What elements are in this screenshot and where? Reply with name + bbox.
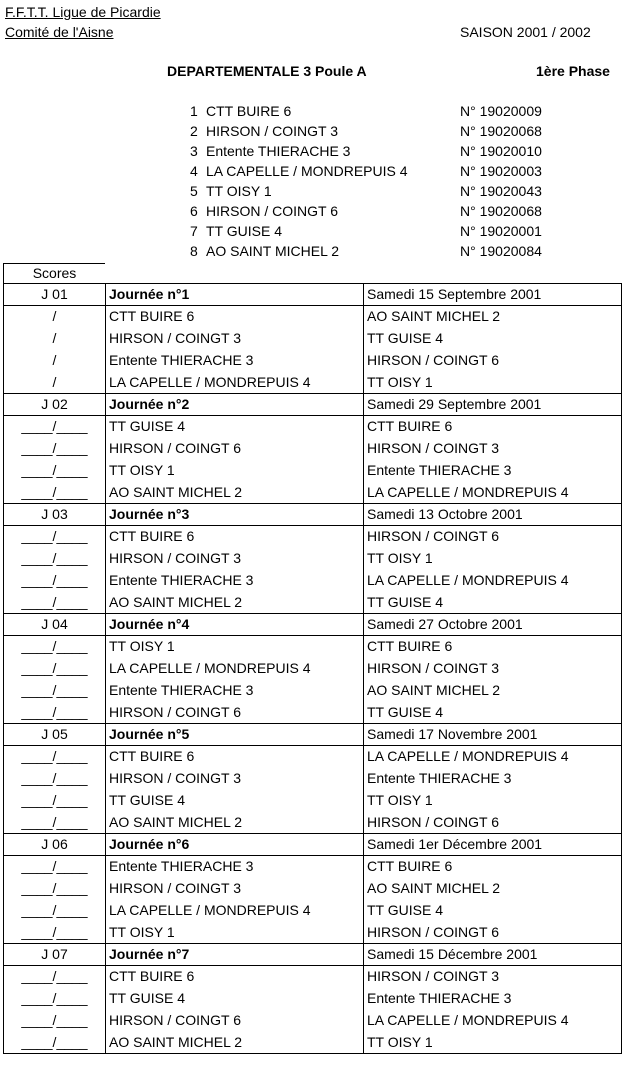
team-registration: N° 19020003 [460, 163, 542, 179]
match-row [4, 856, 622, 878]
away-team: TT OISY 1 [364, 548, 622, 570]
home-team: HIRSON / COINGT 6 [106, 438, 364, 460]
match-row [4, 306, 622, 328]
team-name: TT GUISE 4 [206, 223, 282, 239]
journee-header-row [4, 504, 622, 526]
match-score: ____/____ [4, 570, 106, 592]
match-score: ____/____ [4, 1032, 106, 1054]
journee-header-row [4, 944, 622, 966]
home-team: Entente THIERACHE 3 [106, 350, 364, 372]
home-team: AO SAINT MICHEL 2 [106, 1032, 364, 1054]
match-score: ____/____ [4, 746, 106, 768]
match-row [4, 988, 622, 1010]
away-team: HIRSON / COINGT 6 [364, 922, 622, 944]
team-number: 5 [190, 183, 198, 199]
match-row [4, 812, 622, 834]
team-registration: N° 19020068 [460, 203, 542, 219]
journee-date: Samedi 27 Octobre 2001 [364, 614, 622, 636]
team-registration: N° 19020001 [460, 223, 542, 239]
home-team: TT GUISE 4 [106, 988, 364, 1010]
match-score: ____/____ [4, 900, 106, 922]
home-team: HIRSON / COINGT 6 [106, 702, 364, 724]
team-registration: N° 19020010 [460, 143, 542, 159]
journee-header-row [4, 614, 622, 636]
home-team: HIRSON / COINGT 3 [106, 548, 364, 570]
away-team: HIRSON / COINGT 6 [364, 812, 622, 834]
match-row [4, 460, 622, 482]
match-row [4, 526, 622, 548]
match-score: ____/____ [4, 636, 106, 658]
match-score: ____/____ [4, 438, 106, 460]
home-team: HIRSON / COINGT 3 [106, 328, 364, 350]
away-team: TT OISY 1 [364, 372, 622, 394]
match-row [4, 966, 622, 988]
team-number: 3 [190, 143, 198, 159]
org-name: F.F.T.T. Ligue de Picardie [5, 4, 161, 20]
home-team: AO SAINT MICHEL 2 [106, 482, 364, 504]
match-row [4, 372, 622, 394]
match-row [4, 658, 622, 680]
journee-title: Journée n°1 [106, 284, 364, 306]
match-row [4, 900, 622, 922]
team-name: LA CAPELLE / MONDREPUIS 4 [206, 163, 408, 179]
match-score: / [4, 306, 106, 328]
journee-code: J 04 [4, 614, 106, 636]
match-row [4, 702, 622, 724]
journee-code: J 05 [4, 724, 106, 746]
match-score: ____/____ [4, 592, 106, 614]
home-team: TT OISY 1 [106, 460, 364, 482]
away-team: Entente THIERACHE 3 [364, 988, 622, 1010]
match-row [4, 350, 622, 372]
journee-code: J 07 [4, 944, 106, 966]
home-team: HIRSON / COINGT 3 [106, 768, 364, 790]
home-team: CTT BUIRE 6 [106, 306, 364, 328]
journee-title: Journée n°5 [106, 724, 364, 746]
home-team: AO SAINT MICHEL 2 [106, 592, 364, 614]
team-name: Entente THIERACHE 3 [206, 143, 351, 159]
team-number: 1 [190, 103, 198, 119]
journee-code: J 02 [4, 394, 106, 416]
team-row [190, 241, 590, 261]
match-score: ____/____ [4, 658, 106, 680]
journee-code: J 03 [4, 504, 106, 526]
match-row [4, 438, 622, 460]
team-row [190, 221, 590, 241]
away-team: Entente THIERACHE 3 [364, 768, 622, 790]
away-team: CTT BUIRE 6 [364, 856, 622, 878]
team-row [190, 121, 590, 141]
journee-date: Samedi 15 Septembre 2001 [364, 284, 622, 306]
home-team: CTT BUIRE 6 [106, 746, 364, 768]
journee-date: Samedi 1er Décembre 2001 [364, 834, 622, 856]
match-row [4, 548, 622, 570]
home-team: AO SAINT MICHEL 2 [106, 812, 364, 834]
home-team: Entente THIERACHE 3 [106, 856, 364, 878]
match-row [4, 768, 622, 790]
journee-code: J 06 [4, 834, 106, 856]
phase-label: 1ère Phase [536, 63, 610, 79]
team-name: CTT BUIRE 6 [206, 103, 292, 119]
away-team: TT GUISE 4 [364, 328, 622, 350]
journee-title: Journée n°6 [106, 834, 364, 856]
away-team: AO SAINT MICHEL 2 [364, 878, 622, 900]
match-score: ____/____ [4, 988, 106, 1010]
team-number: 8 [190, 243, 198, 259]
match-score: ____/____ [4, 526, 106, 548]
team-list [190, 101, 590, 261]
match-row [4, 570, 622, 592]
home-team: CTT BUIRE 6 [106, 526, 364, 548]
away-team: HIRSON / COINGT 3 [364, 966, 622, 988]
home-team: LA CAPELLE / MONDREPUIS 4 [106, 658, 364, 680]
away-team: TT OISY 1 [364, 1032, 622, 1054]
team-number: 7 [190, 223, 198, 239]
match-score: / [4, 328, 106, 350]
season-label: SAISON 2001 / 2002 [460, 24, 591, 40]
journee-title: Journée n°2 [106, 394, 364, 416]
team-registration: N° 19020009 [460, 103, 542, 119]
away-team: TT GUISE 4 [364, 900, 622, 922]
match-row [4, 746, 622, 768]
home-team: TT GUISE 4 [106, 790, 364, 812]
away-team: AO SAINT MICHEL 2 [364, 680, 622, 702]
match-score: / [4, 372, 106, 394]
away-team: HIRSON / COINGT 3 [364, 658, 622, 680]
away-team: LA CAPELLE / MONDREPUIS 4 [364, 1010, 622, 1032]
match-score: ____/____ [4, 812, 106, 834]
match-score: ____/____ [4, 790, 106, 812]
journee-header-row [4, 394, 622, 416]
match-score: ____/____ [4, 922, 106, 944]
match-score: / [4, 350, 106, 372]
match-row [4, 636, 622, 658]
away-team: LA CAPELLE / MONDREPUIS 4 [364, 570, 622, 592]
team-name: HIRSON / COINGT 3 [206, 123, 338, 139]
home-team: TT OISY 1 [106, 636, 364, 658]
match-row [4, 878, 622, 900]
home-team: CTT BUIRE 6 [106, 966, 364, 988]
team-row [190, 101, 590, 121]
match-row [4, 922, 622, 944]
away-team: Entente THIERACHE 3 [364, 460, 622, 482]
home-team: Entente THIERACHE 3 [106, 680, 364, 702]
journee-date: Samedi 17 Novembre 2001 [364, 724, 622, 746]
journee-code: J 01 [4, 284, 106, 306]
team-number: 6 [190, 203, 198, 219]
match-score: ____/____ [4, 416, 106, 438]
match-row [4, 680, 622, 702]
away-team: LA CAPELLE / MONDREPUIS 4 [364, 746, 622, 768]
journee-header-row [4, 724, 622, 746]
away-team: TT GUISE 4 [364, 592, 622, 614]
away-team: CTT BUIRE 6 [364, 416, 622, 438]
match-score: ____/____ [4, 460, 106, 482]
team-row [190, 201, 590, 221]
team-row [190, 141, 590, 161]
home-team: HIRSON / COINGT 6 [106, 1010, 364, 1032]
team-row [190, 181, 590, 201]
away-team: TT OISY 1 [364, 790, 622, 812]
journee-header-row [4, 834, 622, 856]
team-number: 2 [190, 123, 198, 139]
journee-date: Samedi 29 Septembre 2001 [364, 394, 622, 416]
match-score: ____/____ [4, 856, 106, 878]
team-row [190, 161, 590, 181]
team-number: 4 [190, 163, 198, 179]
match-score: ____/____ [4, 1010, 106, 1032]
match-score: ____/____ [4, 878, 106, 900]
match-score: ____/____ [4, 966, 106, 988]
journee-date: Samedi 13 Octobre 2001 [364, 504, 622, 526]
match-row [4, 482, 622, 504]
journee-date: Samedi 15 Décembre 2001 [364, 944, 622, 966]
away-team: LA CAPELLE / MONDREPUIS 4 [364, 482, 622, 504]
journee-title: Journée n°3 [106, 504, 364, 526]
match-row [4, 328, 622, 350]
team-registration: N° 19020084 [460, 243, 542, 259]
division-title: DEPARTEMENTALE 3 Poule A [167, 63, 367, 79]
match-score: ____/____ [4, 702, 106, 724]
journee-header-row [4, 284, 622, 306]
match-row [4, 790, 622, 812]
match-score: ____/____ [4, 548, 106, 570]
home-team: HIRSON / COINGT 3 [106, 878, 364, 900]
match-row [4, 1032, 622, 1054]
away-team: HIRSON / COINGT 3 [364, 438, 622, 460]
committee-name: Comité de l'Aisne [5, 24, 114, 40]
match-score: ____/____ [4, 680, 106, 702]
journee-title: Journée n°7 [106, 944, 364, 966]
away-team: TT GUISE 4 [364, 702, 622, 724]
match-row [4, 1010, 622, 1032]
home-team: TT OISY 1 [106, 922, 364, 944]
match-row [4, 592, 622, 614]
away-team: HIRSON / COINGT 6 [364, 350, 622, 372]
match-row [4, 416, 622, 438]
home-team: LA CAPELLE / MONDREPUIS 4 [106, 372, 364, 394]
team-name: TT OISY 1 [206, 183, 272, 199]
away-team: AO SAINT MICHEL 2 [364, 306, 622, 328]
away-team: CTT BUIRE 6 [364, 636, 622, 658]
team-registration: N° 19020068 [460, 123, 542, 139]
team-name: AO SAINT MICHEL 2 [206, 243, 340, 259]
team-name: HIRSON / COINGT 6 [206, 203, 338, 219]
schedule-table [3, 283, 622, 1054]
match-score: ____/____ [4, 482, 106, 504]
match-score: ____/____ [4, 768, 106, 790]
team-registration: N° 19020043 [460, 183, 542, 199]
scores-header: Scores [3, 263, 105, 283]
home-team: Entente THIERACHE 3 [106, 570, 364, 592]
home-team: TT GUISE 4 [106, 416, 364, 438]
away-team: HIRSON / COINGT 6 [364, 526, 622, 548]
journee-title: Journée n°4 [106, 614, 364, 636]
home-team: LA CAPELLE / MONDREPUIS 4 [106, 900, 364, 922]
